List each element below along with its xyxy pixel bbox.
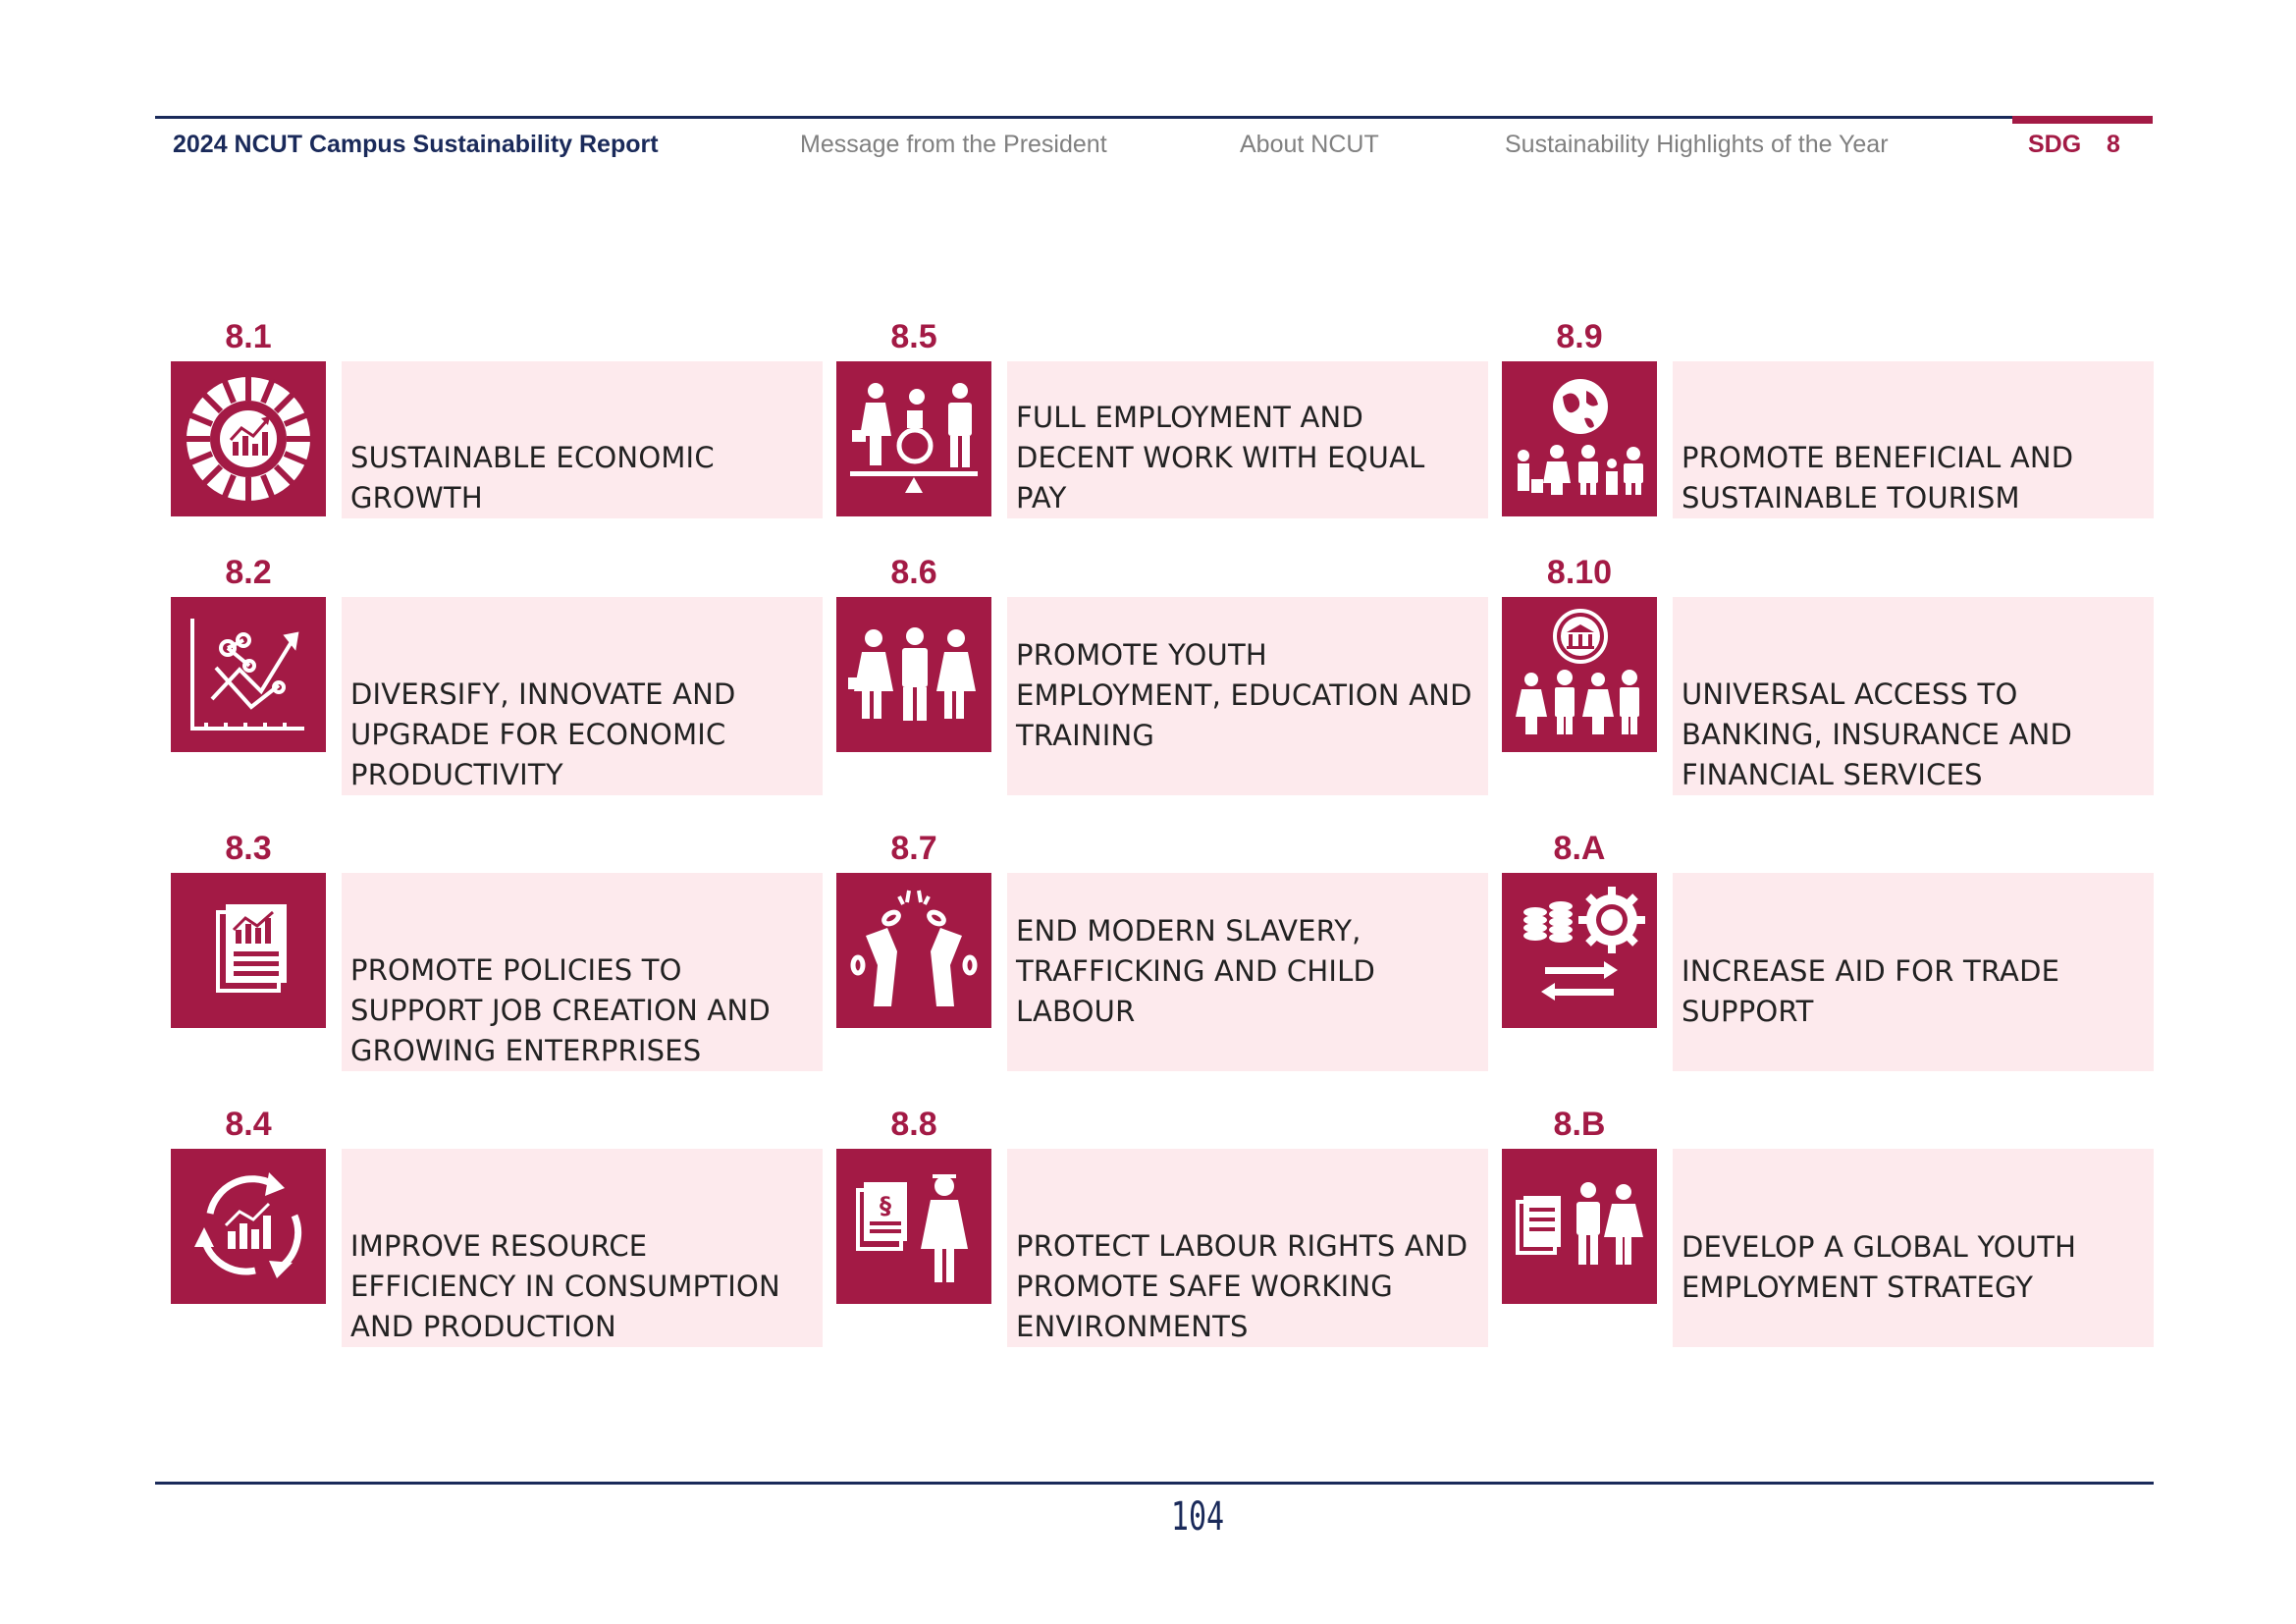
target-label: DEVELOP A GLOBAL YOUTH EMPLOYMENT STRATEGY: [1682, 1230, 2077, 1304]
target-label: PROMOTE POLICIES TO SUPPORT JOB CREATION AND GROWING ENTERPRISES: [350, 953, 771, 1067]
target-panel: [1007, 597, 1488, 795]
sdg-number: 8: [2107, 131, 2120, 158]
sdg-label: SDG: [2028, 131, 2082, 158]
policy-document-icon: [171, 873, 326, 1028]
target-code: 8.A: [1553, 830, 1606, 867]
target-label: IMPROVE RESOURCE EFFICIENCY IN CONSUMPTION AND PRODUCTION: [350, 1229, 780, 1343]
target-code: 8.6: [890, 554, 937, 591]
target-panel: [1007, 1149, 1488, 1347]
target-panel: [1673, 597, 2154, 795]
target-code: 8.4: [225, 1106, 272, 1143]
target-label: DIVERSIFY, INNOVATE AND UPGRADE FOR ECONOMIC PRODUCTIVITY: [350, 677, 736, 791]
target-panel: [342, 873, 823, 1071]
target-code: 8.10: [1546, 554, 1613, 591]
labour-rights-icon: [836, 1149, 991, 1304]
target-code: 8.3: [225, 830, 272, 867]
target-code: 8.5: [890, 318, 937, 355]
target-panel: [1007, 873, 1488, 1071]
nav-about-ncut[interactable]: About NCUT: [1240, 131, 1379, 158]
target-label: END MODERN SLAVERY, TRAFFICKING AND CHILD LABOUR: [1016, 914, 1376, 1028]
report-title: 2024 NCUT Campus Sustainability Report: [173, 131, 659, 158]
growth-wheel-icon: [171, 361, 326, 516]
header-rule: [155, 116, 2018, 119]
target-panel: [1673, 1149, 2154, 1347]
nav-message-from-president[interactable]: Message from the President: [800, 131, 1107, 158]
footer-rule: [155, 1482, 2154, 1485]
target-code: 8.1: [225, 318, 272, 355]
innovation-chart-icon: [171, 597, 326, 752]
tourism-globe-icon: [1502, 361, 1657, 516]
target-code: 8.9: [1556, 318, 1603, 355]
bank-people-icon: [1502, 597, 1657, 752]
target-label: PROMOTE YOUTH EMPLOYMENT, EDUCATION AND TRAINING: [1016, 638, 1472, 752]
target-label: PROMOTE BENEFICIAL AND SUSTAINABLE TOURISM: [1682, 441, 2074, 514]
target-panel: [1673, 873, 2154, 1071]
target-panel: [1007, 361, 1488, 518]
target-code: 8.7: [890, 830, 937, 867]
nav-sustainability-highlights[interactable]: Sustainability Highlights of the Year: [1505, 131, 1889, 158]
broken-chains-icon: [836, 873, 991, 1028]
target-code: 8.8: [890, 1106, 937, 1143]
target-code: 8.B: [1553, 1106, 1606, 1143]
svg-text:§: §: [880, 1192, 891, 1219]
target-label: UNIVERSAL ACCESS TO BANKING, INSURANCE AND FINANCIAL SERVICES: [1682, 677, 2073, 791]
target-code: 8.2: [225, 554, 272, 591]
target-panel: [1673, 361, 2154, 518]
target-label: PROTECT LABOUR RIGHTS AND PROMOTE SAFE WORKING ENVIRONMENTS: [1016, 1229, 1468, 1343]
header-accent-bar: [2012, 116, 2153, 124]
recycle-growth-icon: [171, 1149, 326, 1304]
target-label: INCREASE AID FOR TRADE SUPPORT: [1682, 954, 2060, 1028]
youth-people-icon: [836, 597, 991, 752]
target-panel: [342, 597, 823, 795]
target-panel: [342, 1149, 823, 1347]
target-panel: [342, 361, 823, 518]
page-number: 104: [1170, 1494, 1225, 1540]
youth-strategy-icon: [1502, 1149, 1657, 1304]
trade-aid-icon: [1502, 873, 1657, 1028]
target-label: FULL EMPLOYMENT AND DECENT WORK WITH EQUAL PAY: [1016, 401, 1425, 514]
equal-pay-scale-icon: [836, 361, 991, 516]
target-label: SUSTAINABLE ECONOMIC GROWTH: [350, 441, 715, 514]
